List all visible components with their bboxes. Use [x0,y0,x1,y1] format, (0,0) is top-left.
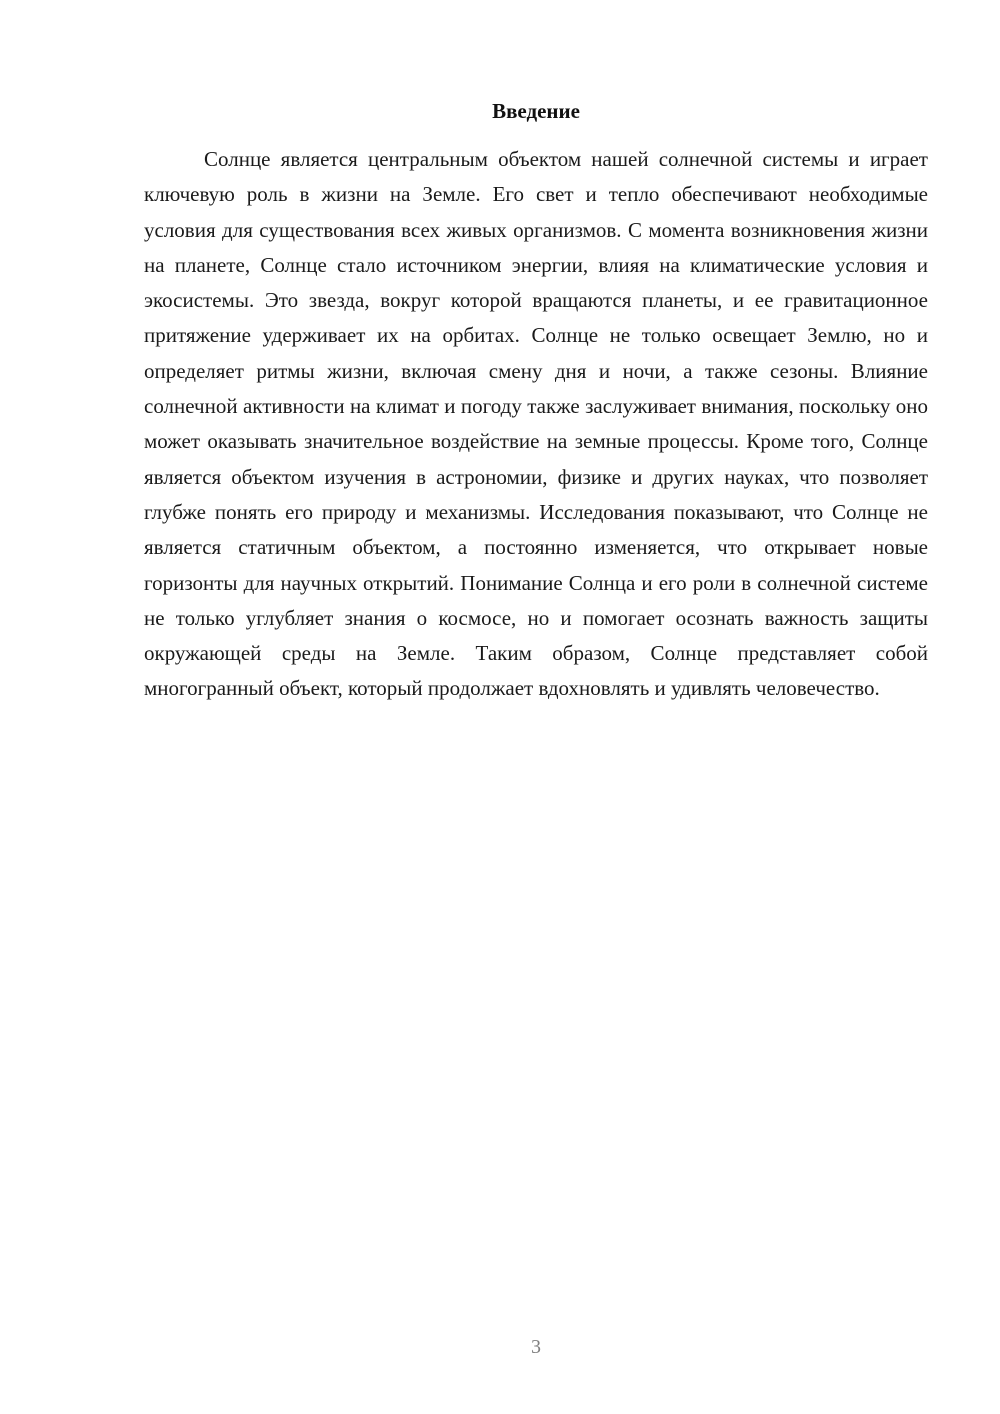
body-paragraph: Солнце является центральным объектом нашей солнечной системы и играет ключевую роль в жизни на Земле. Его свет и тепло обеспечивают необходимые условия для существования всех живых организмов. С момента возникновения жизни на планете, Солнце стало источником энергии, влияя на климатические условия и экосистемы. Это звезда, вокруг которой вращаются планеты, и ее гравитационное притяжение удерживает их на орбитах. Солнце не только освещает Землю, но и определяет ритмы жизни, включая смену дня и ночи, а также сезоны. Влияние солнечной активности на климат и погоду также заслуживает внимания, поскольку оно может оказывать значительное воздействие на земные процессы. Кроме того, Солнце является объектом изучения в астрономии, физике и других науках, что позволяет глубже понять его природу и механизмы. Исследования показывают, что Солнце не является статичным объектом, а постоянно изменяется, что открывает новые горизонты для научных открытий. Понимание Солнца и его роли в солнечной системе не только углубляет знания о космосе, но и помогает осознать важность защиты окружающей среды на Земле. Таким образом, Солнце представляет собой многогранный объект, который продолжает вдохновлять и удивлять человечество. [144,147,928,701]
section-heading: Введение [492,99,580,123]
page-number: 3 [531,1336,541,1358]
